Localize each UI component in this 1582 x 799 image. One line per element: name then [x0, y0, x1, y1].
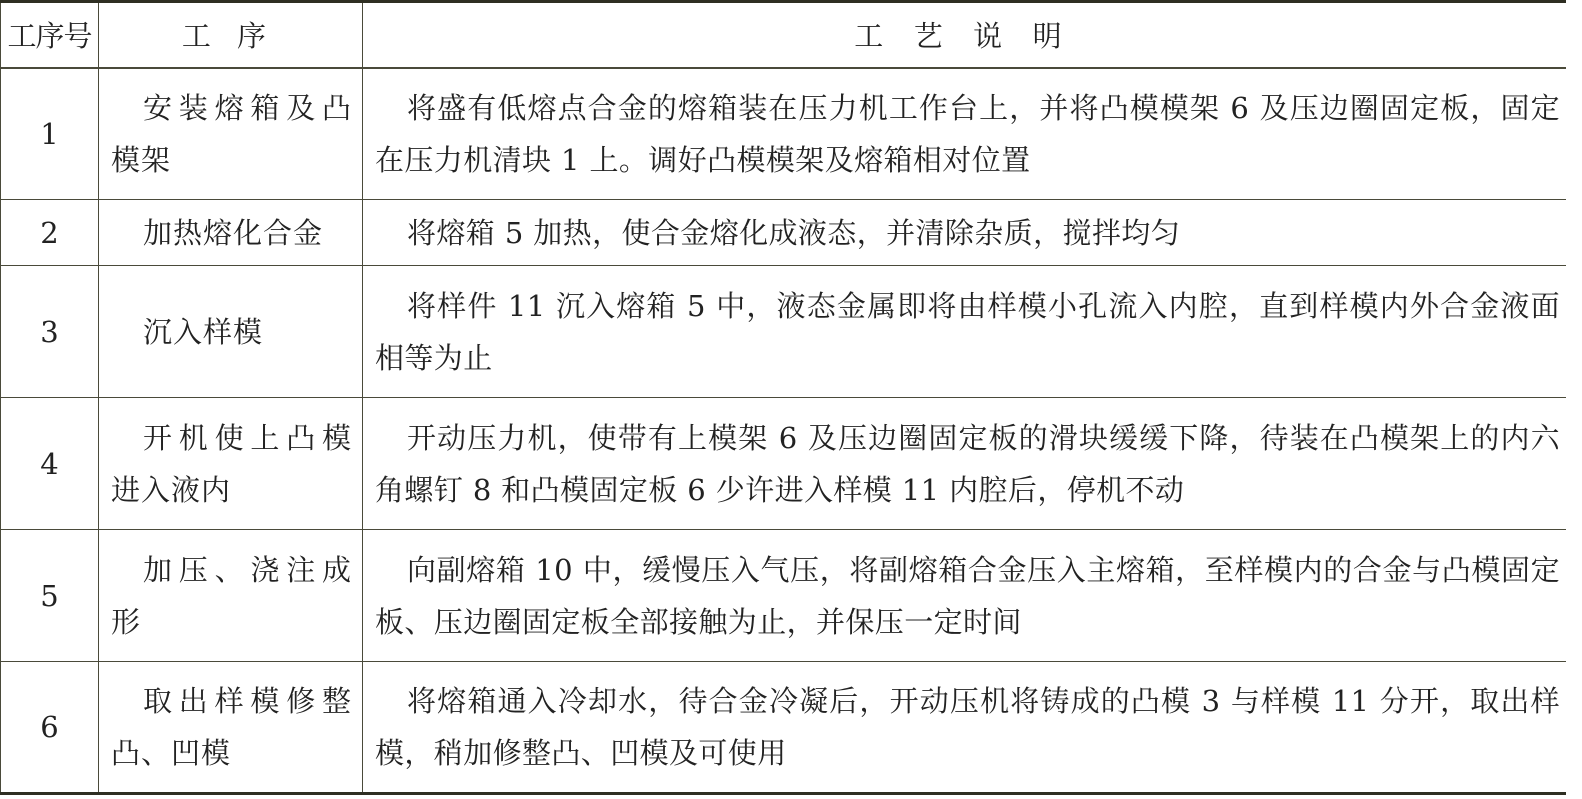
- process-description: 将样件 11 沉入熔箱 5 中，液态金属即将由样模小孔流入内腔，直到样模内外合金液面相等为止: [363, 266, 1567, 398]
- process-description: 将熔箱 5 加热，使合金熔化成液态，并清除杂质，搅拌均匀: [363, 200, 1567, 266]
- table-body: [1, 68, 1567, 794]
- table-row: [1, 200, 1567, 266]
- process-description: 将熔箱通入冷却水，待合金冷凝后，开动压机将铸成的凸模 3 与样模 11 分开，取出样模，稍加修整凸、凹模及可使用: [363, 662, 1567, 794]
- process-name: 加热熔化合金: [99, 200, 363, 266]
- process-name: 开机使上凸模进入液内: [99, 398, 363, 530]
- step-number: 2: [1, 200, 99, 266]
- process-description: 将盛有低熔点合金的熔箱装在压力机工作台上，并将凸模模架 6 及压边圈固定板，固定在压力机清块 1 上。调好凸模模架及熔箱相对位置: [363, 68, 1567, 200]
- header-row: [1, 2, 1567, 68]
- header-process: 工序: [99, 2, 363, 68]
- step-number: 3: [1, 266, 99, 398]
- process-name: 安装熔箱及凸模架: [99, 68, 363, 200]
- table-row: [1, 266, 1567, 398]
- process-description: 向副熔箱 10 中，缓慢压入气压，将副熔箱合金压入主熔箱，至样模内的合金与凸模固定板、压边圈固定板全部接触为止，并保压一定时间: [363, 530, 1567, 662]
- step-number: 1: [1, 68, 99, 200]
- table-row: [1, 398, 1567, 530]
- table-row: [1, 68, 1567, 200]
- header-description: 工艺说明: [363, 2, 1567, 68]
- step-number: 5: [1, 530, 99, 662]
- table-header: [1, 2, 1567, 68]
- table-row: [1, 662, 1567, 794]
- process-name: 取出样模修整凸、凹模: [99, 662, 363, 794]
- process-name: 加压、浇注成形: [99, 530, 363, 662]
- header-step-number: 工序号: [1, 2, 99, 68]
- process-description: 开动压力机，使带有上模架 6 及压边圈固定板的滑块缓缓下降，待装在凸模架上的内六角螺钉 8 和凸模固定板 6 少许进入样模 11 内腔后，停机不动: [363, 398, 1567, 530]
- page-margin: [1566, 0, 1582, 799]
- process-name: 沉入样模: [99, 266, 363, 398]
- step-number: 6: [1, 662, 99, 794]
- table-row: [1, 530, 1567, 662]
- step-number: 4: [1, 398, 99, 530]
